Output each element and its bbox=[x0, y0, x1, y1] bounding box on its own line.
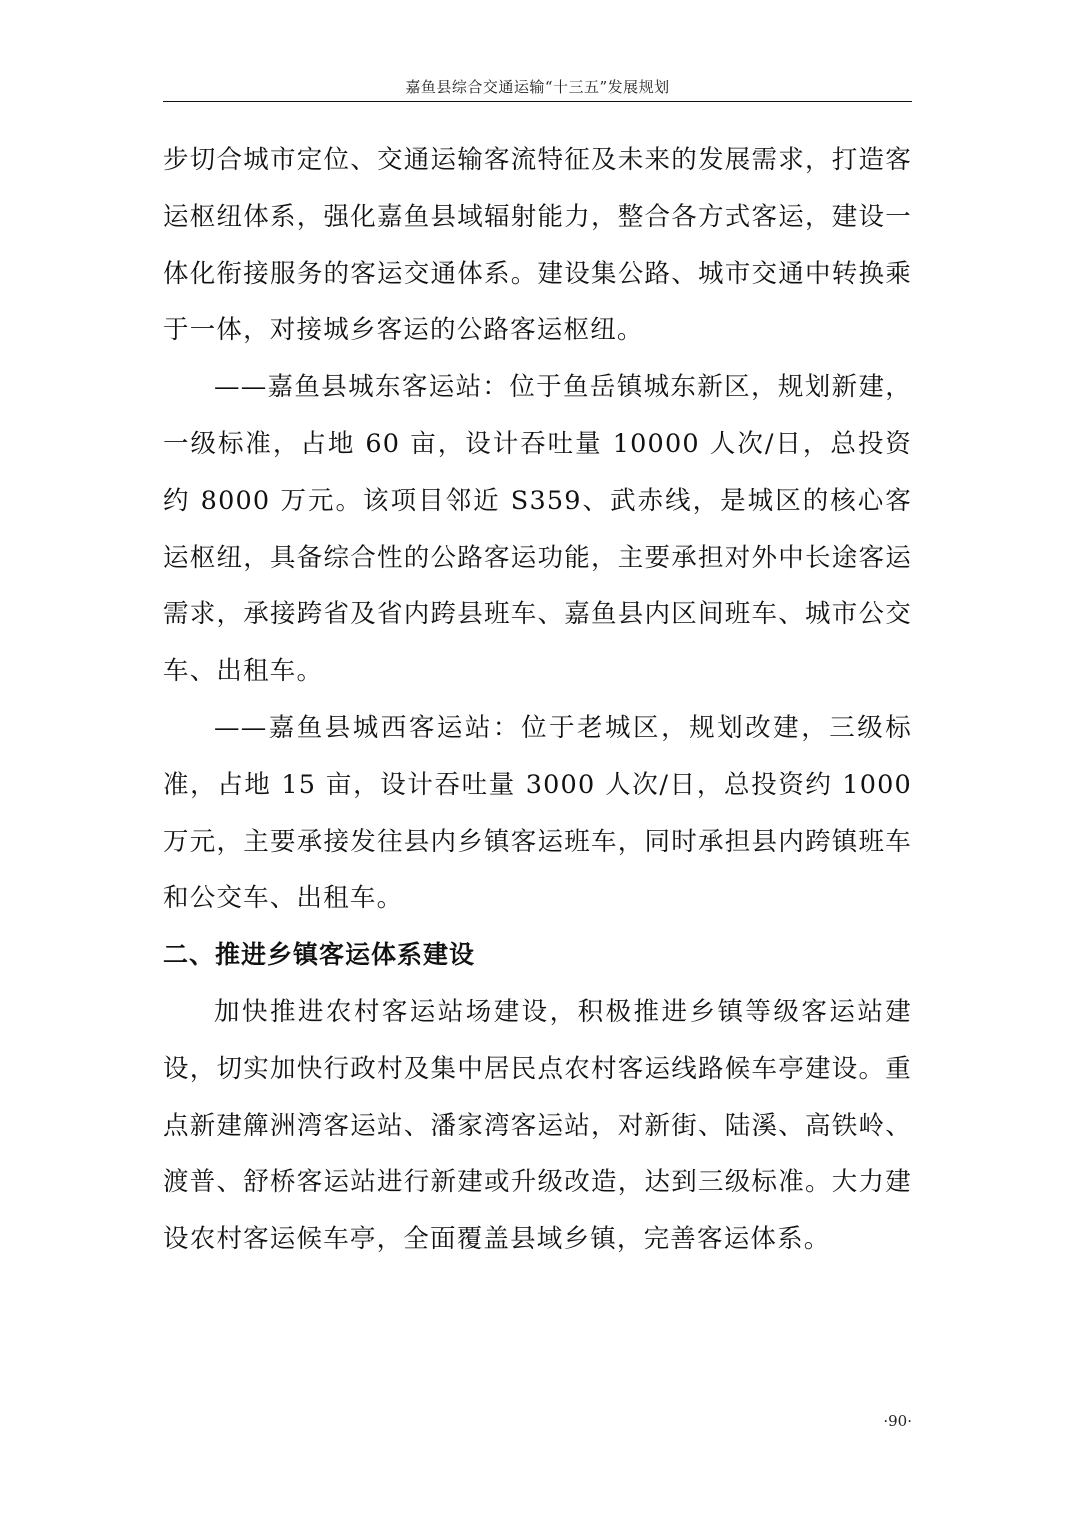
paragraph-township-transport: 加快推进农村客运站场建设，积极推进乡镇等级客运站建设，切实加快行政村及集中居民点农村客运线路候车亭建设。重点新建簰洲湾客运站、潘家湾客运站，对新街、陆溪、高铁岭、渡普、舒桥客运站进行新建或升级改造，达到三级标准。大力建设农村客运候车亭，全面覆盖县域乡镇，完善客运体系。 bbox=[163, 996, 912, 1255]
section-heading: 二、推进乡镇客运体系建设 bbox=[163, 940, 476, 970]
paragraph-continuation: 步切合城市定位、交通运输客流特征及未来的发展需求，打造客运枢纽体系，强化嘉鱼县域辐射能力，整合各方式客运，建设一体化衔接服务的客运交通体系。建设集公路、城市交通中转换乘于一体，对接城乡客运的公路客运枢纽。 bbox=[163, 145, 912, 346]
paragraph-west-station: ——嘉鱼县城西客运站：位于老城区，规划改建，三级标准，占地 15 亩，设计吞吐量 3000 人次/日，总投资约 1000 万元，主要承接发往县内乡镇客运班车，同时承担县内跨镇班车和公交车、出租车。 bbox=[163, 712, 912, 914]
header-divider bbox=[163, 101, 912, 102]
document-body bbox=[163, 132, 912, 1268]
paragraph-east-station: ——嘉鱼县城东客运站：位于鱼岳镇城东新区，规划新建，一级标准，占地 60 亩，设计吞吐量 10000 人次/日，总投资约 8000 万元。该项目邻近 S359、武赤线，是城区的核心客运枢纽，具备综合性的公路客运功能，主要承担对外中长途客运需求，承接跨省及省内跨县班车、嘉鱼县内区间班车、城市公交车、出租车。 bbox=[163, 372, 912, 687]
page-header-title: 嘉鱼县综合交通运输“十三五”发展规划 bbox=[405, 78, 670, 96]
page-number: ·90· bbox=[883, 1412, 912, 1430]
